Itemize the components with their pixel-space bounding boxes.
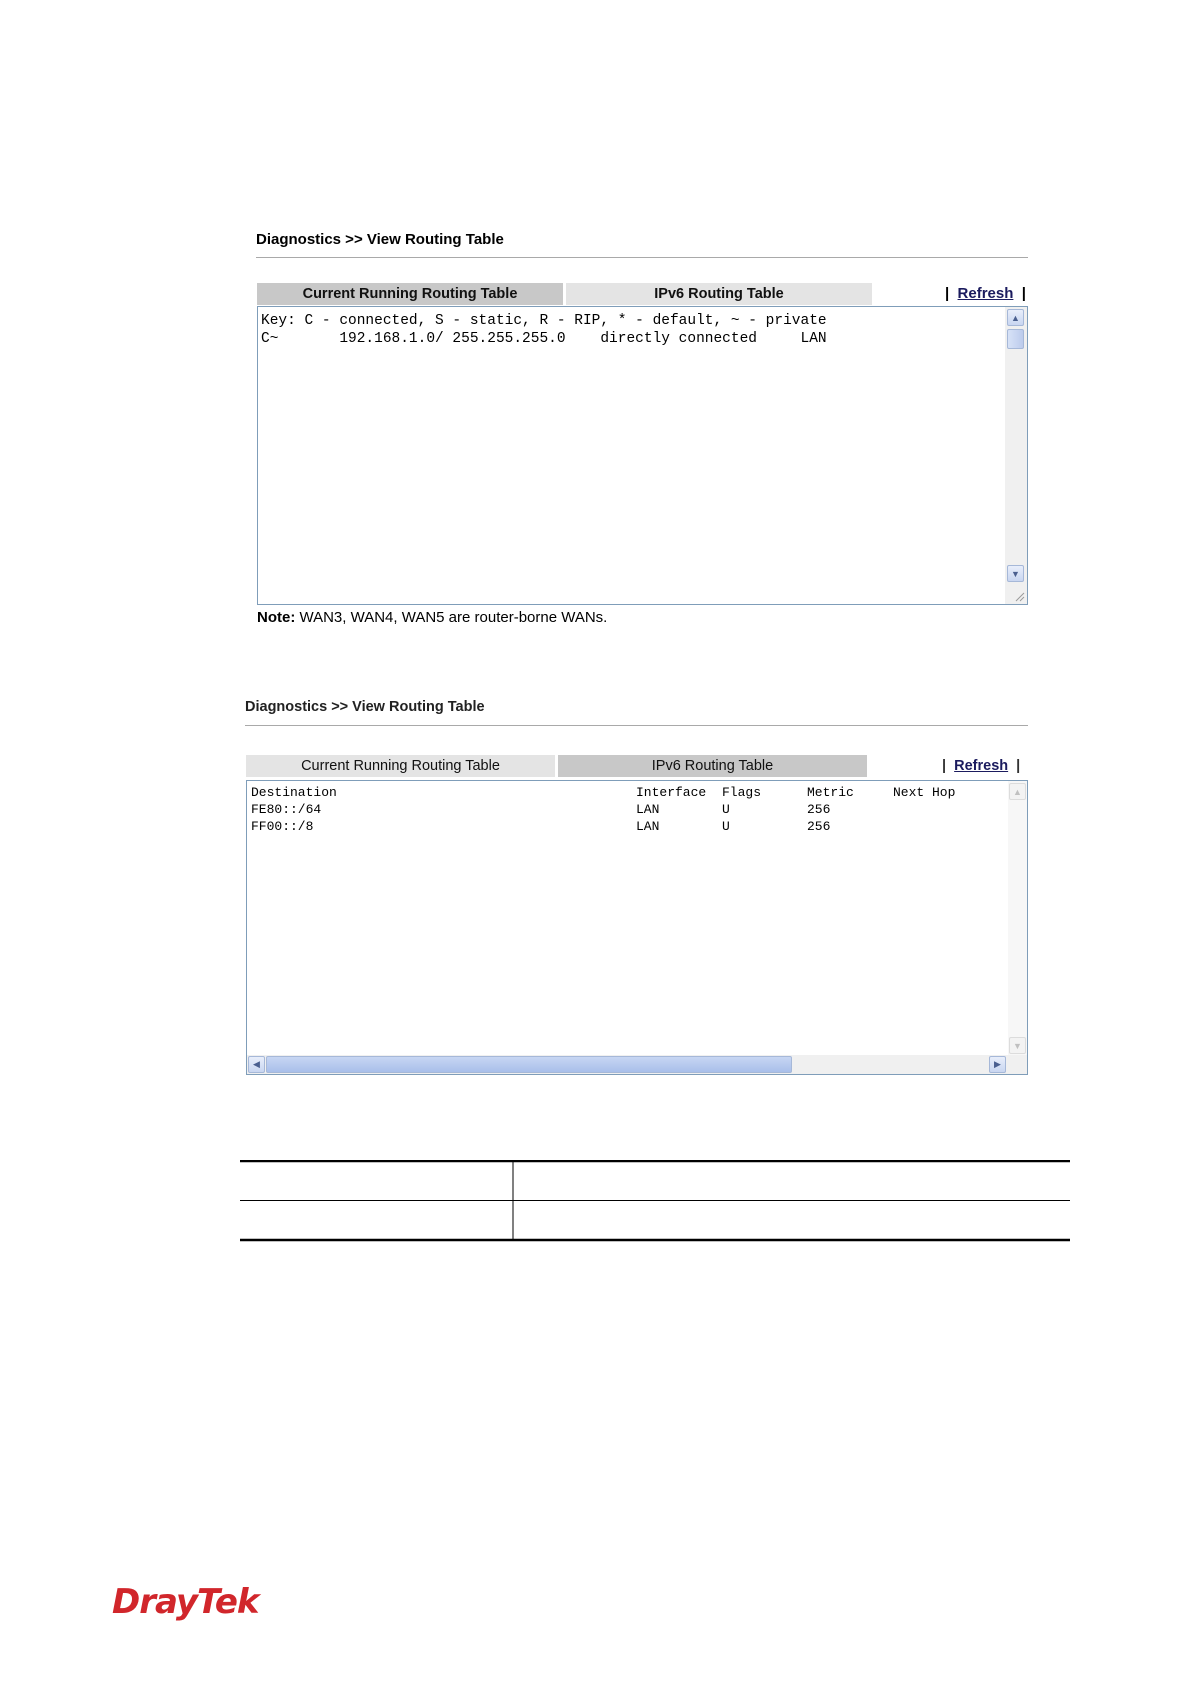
scroll-down-arrow-icon[interactable]: ▼ (1007, 565, 1024, 582)
row-flags: U (722, 802, 730, 817)
note (257, 609, 607, 626)
refresh-link-group (942, 755, 1020, 777)
document-table (240, 1160, 1070, 1242)
tab-ipv6-routing-table[interactable]: IPv6 Routing Table (558, 755, 867, 777)
row-destination: FF00::/8 (251, 819, 314, 834)
routing-key-line: Key: C - connected, S - static, R - RIP, * - default, ~ - private (261, 313, 827, 329)
row-metric: 256 (807, 802, 831, 817)
refresh-link-group (945, 283, 1026, 305)
separator: | (1008, 758, 1021, 774)
draytek-logo: DrayTek (112, 1582, 259, 1622)
row-interface: LAN (636, 802, 660, 817)
row-flags: U (722, 819, 730, 834)
routing-entry-line: C~ 192.168.1.0/ 255.255.255.0 directly connected LAN (261, 331, 827, 347)
ipv6-routing-table-textarea[interactable] (246, 780, 1028, 1075)
scroll-thumb[interactable] (1007, 329, 1024, 349)
separator: | (942, 758, 955, 774)
column-header-next-hop: Next Hop (893, 785, 956, 800)
row-interface: LAN (636, 819, 660, 834)
routing-table-textarea[interactable] (257, 306, 1028, 605)
row-metric: 256 (807, 819, 831, 834)
row-destination: FE80::/64 (251, 802, 322, 817)
separator: | (945, 285, 958, 302)
tab-current-running-routing-table[interactable]: Current Running Routing Table (257, 283, 563, 305)
horizontal-scroll-thumb[interactable] (266, 1056, 792, 1073)
separator: | (1013, 285, 1026, 302)
vertical-scrollbar[interactable] (1005, 307, 1027, 604)
resize-grip-icon[interactable] (1013, 590, 1025, 602)
breadcrumb: Diagnostics >> View Routing Table (245, 699, 485, 715)
vertical-scrollbar[interactable] (1008, 781, 1027, 1055)
breadcrumb-divider (256, 257, 1028, 258)
scroll-up-arrow-icon[interactable]: ▲ (1007, 309, 1024, 326)
column-header-destination: Destination (251, 785, 337, 800)
note-text: WAN3, WAN4, WAN5 are router-borne WANs. (295, 609, 608, 626)
scroll-up-arrow-icon[interactable]: ▲ (1009, 783, 1026, 800)
scroll-down-arrow-icon[interactable]: ▼ (1009, 1037, 1026, 1054)
refresh-link[interactable]: Refresh (954, 758, 1009, 774)
breadcrumb: Diagnostics >> View Routing Table (256, 231, 504, 248)
tab-current-running-routing-table[interactable]: Current Running Routing Table (246, 755, 555, 777)
scroll-right-arrow-icon[interactable]: ▶ (989, 1056, 1006, 1073)
tab-ipv6-routing-table[interactable]: IPv6 Routing Table (566, 283, 872, 305)
note-label: Note: (257, 609, 296, 626)
refresh-link[interactable]: Refresh (957, 285, 1014, 302)
column-header-metric: Metric (807, 785, 854, 800)
column-header-flags: Flags (722, 785, 762, 800)
breadcrumb-divider (245, 725, 1028, 726)
column-header-interface: Interface (636, 785, 707, 800)
horizontal-scrollbar[interactable] (247, 1055, 1027, 1074)
scroll-left-arrow-icon[interactable]: ◀ (248, 1056, 265, 1073)
